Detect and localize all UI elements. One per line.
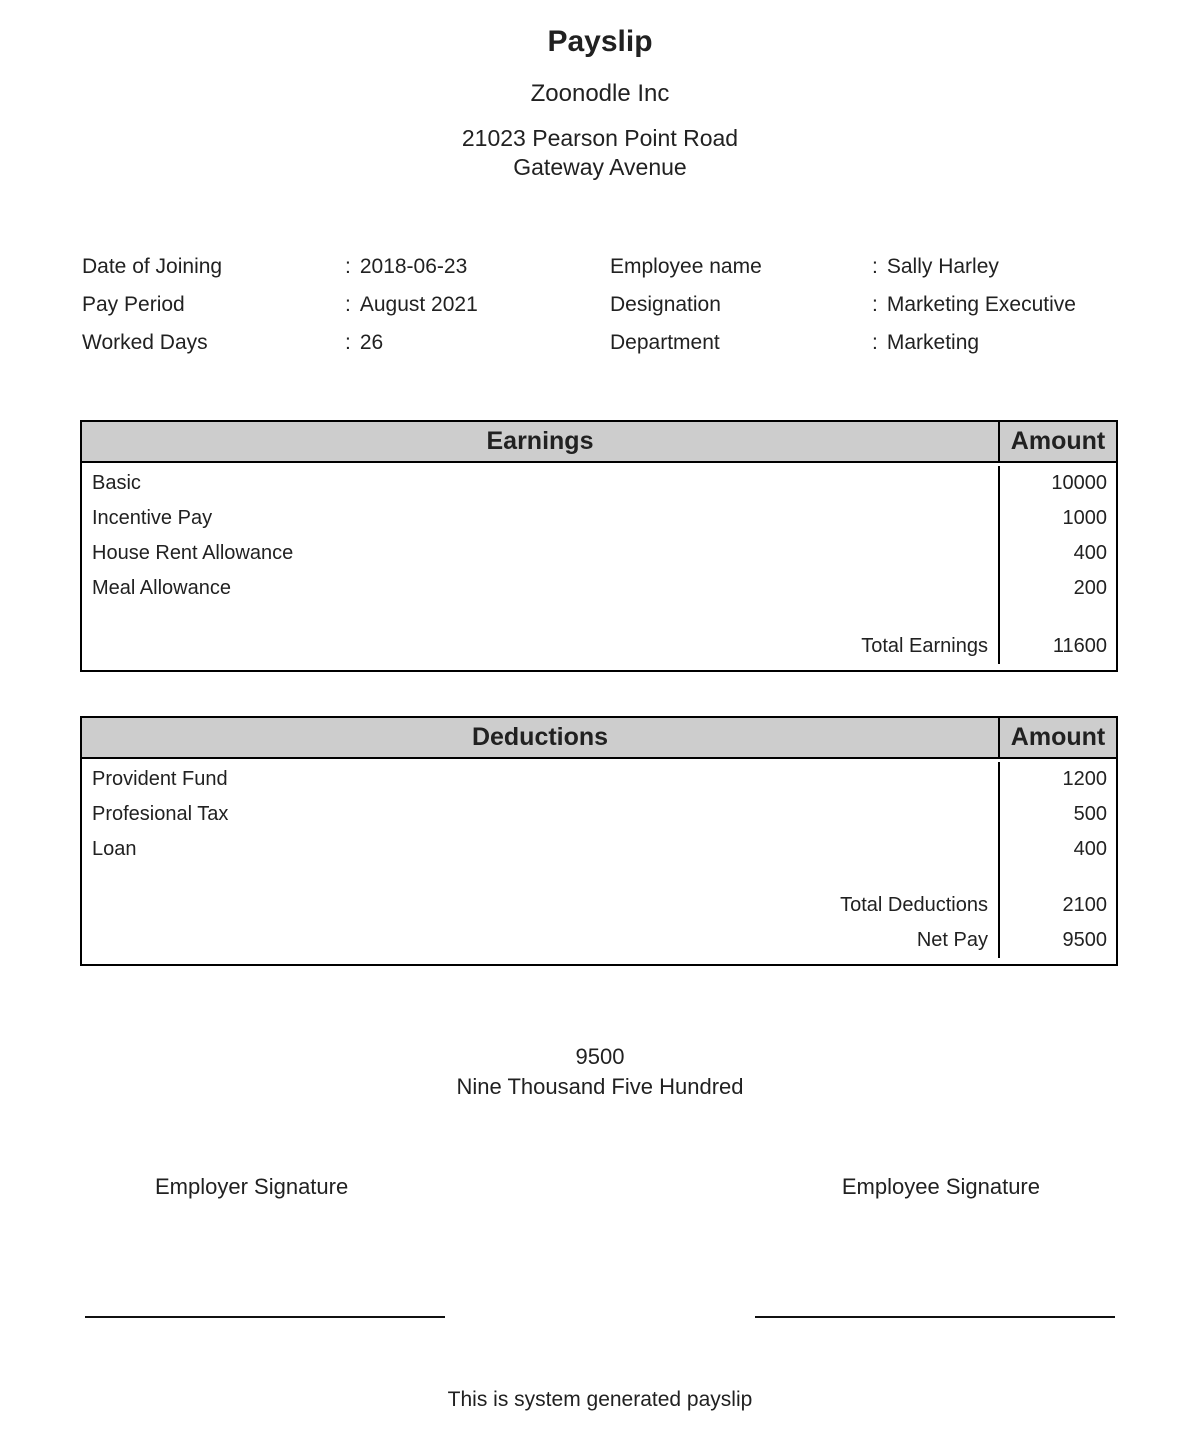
earnings-header-title: Earnings [82,422,1000,461]
info-row-date-of-joining [82,248,610,286]
deductions-row-label: Profesional Tax [82,797,1000,832]
deductions-row-label: Provident Fund [82,762,1000,797]
net-pay-words: Nine Thousand Five Hundred [456,1074,744,1099]
info-value: Marketing [886,331,980,354]
employee-info-section [0,248,1200,362]
deductions-row-label: Loan [82,832,1000,867]
info-row-pay-period [82,286,610,324]
employer-signature-label: Employer Signature [155,1174,349,1199]
employer-signature-line [85,1316,445,1318]
earnings-row-amount: 400 [1073,542,1107,564]
info-value: August 2021 [359,293,478,316]
earnings-row-label: Incentive Pay [82,501,1000,536]
address-line-2: Gateway Avenue [513,154,687,180]
employee-signature-line [755,1316,1115,1318]
deductions-row-profesional-tax [82,797,1116,832]
earnings-row-label: House Rent Allowance [82,536,1000,571]
total-deductions-amount: 2100 [1062,894,1107,916]
deductions-row-amount: 1200 [1062,768,1107,790]
info-row-employee-name [610,248,1200,286]
info-label: Worked Days [82,331,208,354]
earnings-table [80,420,1118,672]
earnings-row-amount: 200 [1073,577,1107,599]
deductions-amount-header: Amount [1010,723,1106,751]
employee-info-right-column [610,248,1200,362]
net-pay-row [82,923,1116,958]
employee-signature-label: Employee Signature [841,1174,1040,1199]
colon-separator: : [345,331,351,354]
total-deductions-label: Total Deductions [82,888,1000,923]
deductions-row-amount: 400 [1073,838,1107,860]
info-row-worked-days [82,324,610,362]
info-label: Designation [610,293,721,316]
earnings-row-label: Meal Allowance [82,571,1000,606]
page-title: Payslip [547,25,653,58]
signature-lines [0,1316,1200,1318]
earnings-total-row [82,629,1116,664]
total-earnings-label: Total Earnings [82,629,1000,664]
earnings-row-house-rent-allowance [82,536,1116,571]
deductions-table [80,716,1118,966]
info-label: Pay Period [82,293,185,316]
deductions-table-header [82,718,1116,759]
address-line-1: 21023 Pearson Point Road [461,125,739,151]
net-pay-amount: 9500 [1062,929,1107,951]
employee-info-left-column [82,248,610,362]
info-row-department [610,324,1200,362]
info-label: Department [610,331,720,354]
deductions-total-row [82,888,1116,923]
total-earnings-amount: 11600 [1052,635,1107,657]
earnings-spacer-row [82,606,1116,629]
deductions-table-body [82,759,1116,964]
company-address [0,124,1200,182]
info-row-designation [610,286,1200,324]
earnings-row-incentive-pay [82,501,1116,536]
signature-labels [0,1174,1200,1200]
earnings-table-header [82,422,1116,463]
info-label: Date of Joining [82,255,223,278]
deductions-row-amount: 500 [1073,803,1107,825]
earnings-table-body [82,463,1116,670]
earnings-row-label: Basic [82,466,1000,501]
deductions-row-provident-fund [82,762,1116,797]
colon-separator: : [345,255,351,278]
earnings-row-amount: 10000 [1051,472,1107,494]
earnings-row-basic [82,466,1116,501]
colon-separator: : [872,331,878,354]
deductions-spacer-row [82,867,1116,888]
deductions-row-loan [82,832,1116,867]
info-value: Marketing Executive [886,293,1076,316]
colon-separator: : [872,293,878,316]
info-value: 26 [359,331,384,354]
earnings-amount-header: Amount [1010,427,1106,455]
net-pay-label: Net Pay [82,923,1000,958]
info-value: Sally Harley [886,255,999,278]
earnings-row-amount: 1000 [1062,507,1107,529]
earnings-row-meal-allowance [82,571,1116,606]
colon-separator: : [872,255,878,278]
company-name: Zoonodle Inc [530,80,670,107]
net-pay-summary [0,1042,1200,1102]
info-label: Employee name [610,255,762,278]
info-value: 2018-06-23 [359,255,468,278]
deductions-header-title: Deductions [82,718,1000,757]
net-pay-number: 9500 [575,1044,625,1069]
system-generated-note: This is system generated payslip [447,1388,753,1411]
colon-separator: : [345,293,351,316]
